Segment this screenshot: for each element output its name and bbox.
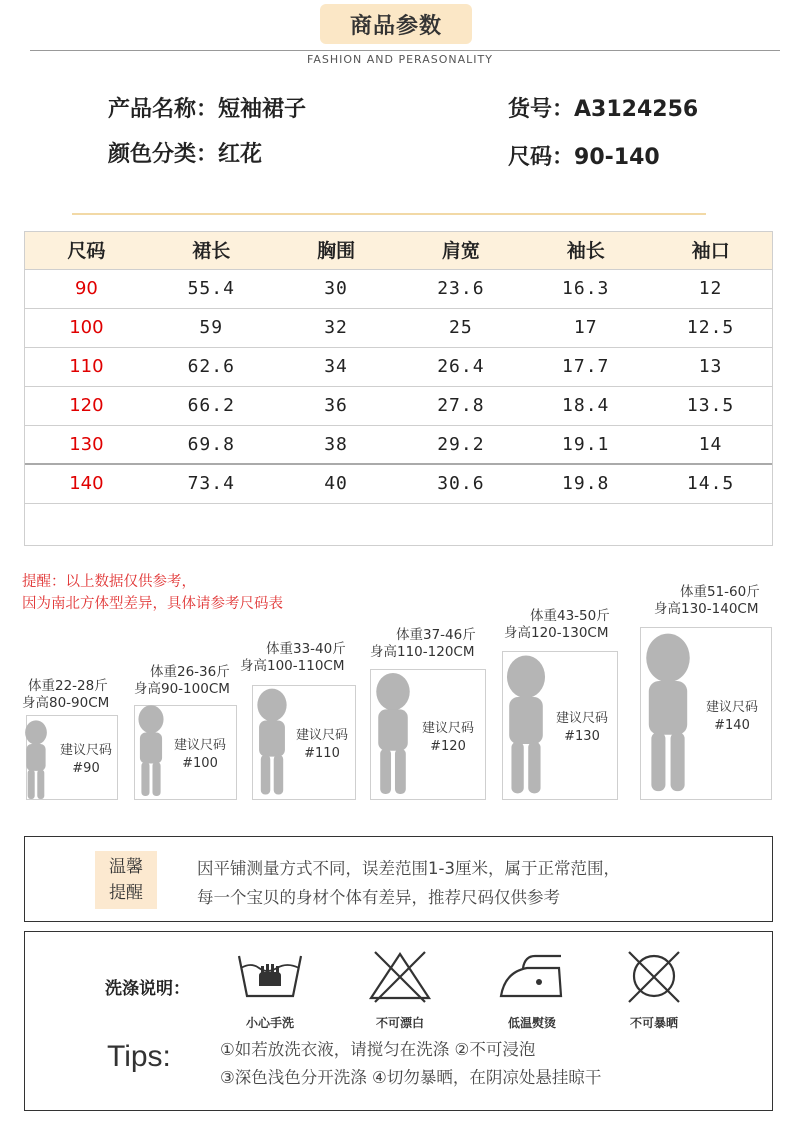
kid-height: 身高110-120CM [370,644,475,660]
warm-tip-text-2: 每一个宝贝的身材个体有差异，推荐尺码仅供参考 [197,888,560,907]
kid-suggest-size: #130 [564,729,600,744]
kid-height: 身高130-140CM [654,601,759,617]
table-cell: 32 [274,308,399,347]
gold-divider [72,213,706,215]
header-sleeve-length: 袖长 [566,240,605,263]
kid-suggest-label: 建议尺码 [421,721,474,736]
kid-suggest-size: #120 [430,739,466,754]
warm-tip-tag-line1: 温馨 [109,857,143,877]
product-size-value: 90-140 [574,145,660,170]
tips-line-2: ③深色浅色分开洗涤 ④切勿暴晒，在阴凉处悬挂晾干 [220,1068,602,1087]
kid-weight: 体重43-50斤 [530,608,610,624]
product-sku [508,92,698,123]
product-name-label: 产品名称： [108,97,219,122]
size-table-header [24,231,773,269]
table-cell: 27.8 [398,386,523,425]
size-cell: 130 [24,425,149,464]
table-cell: 30 [274,269,399,308]
low-iron-icon [487,946,577,1030]
product-size-range [508,140,660,171]
size-cell: 90 [24,269,149,308]
child-figure-icon [20,718,52,802]
title-divider [30,50,780,51]
table-cell: 26.4 [398,347,523,386]
product-sku-value: A3124256 [574,97,699,122]
kid-suggest-label: 建议尺码 [555,711,608,726]
kid-suggest-size: #140 [714,718,750,733]
child-figure-icon [636,628,700,798]
kid-weight: 体重33-40斤 [266,641,346,657]
size-cell: 140 [24,464,149,503]
product-color-value: 红花 [218,142,263,167]
reminder-line-2: 因为南北方体型差异，具体请参考尺码表 [22,596,283,612]
kid-height: 身高100-110CM [240,658,345,674]
reminder-line-1: 提醒：以上数据仅供参考， [22,574,196,590]
table-row-empty [24,503,773,542]
product-color-label: 颜色分类： [108,142,219,167]
table-cell: 59 [149,308,274,347]
product-color [108,137,262,168]
warm-tip-text-1: 因平铺测量方式不同，误差范围1-3厘米，属于正常范围， [197,859,620,878]
header-size: 尺码 [67,240,106,263]
kid-weight: 体重26-36斤 [150,664,230,680]
kid-suggest-size: #100 [182,756,218,771]
kid-suggest-label: 建议尺码 [705,700,758,715]
table-cell: 73.4 [149,464,274,503]
table-cell: 36 [274,386,399,425]
table-cell: 14 [648,425,773,464]
table-cell: 18.4 [523,386,648,425]
hand-wash-label: 小心手洗 [245,1016,294,1030]
warm-tip-tag-line2: 提醒 [109,883,143,903]
kid-weight: 体重22-28斤 [28,678,108,694]
kid-suggest-size: #90 [72,761,100,776]
table-cell: 25 [398,308,523,347]
product-sku-label: 货号： [508,97,575,122]
no-bleach-label: 不可漂白 [375,1016,424,1030]
child-figure-icon [368,670,418,798]
kid-suggest-label: 建议尺码 [295,728,348,743]
size-cell: 120 [24,386,149,425]
table-cell: 12.5 [648,308,773,347]
table-cell: 34 [274,347,399,386]
size-cell: 110 [24,347,149,386]
table-cell: 55.4 [149,269,274,308]
table-row [24,347,773,386]
product-name [108,92,306,123]
warm-tip-box [24,836,773,922]
header-shoulder: 肩宽 [441,240,480,263]
table-cell: 66.2 [149,386,274,425]
no-sun-dry-icon [609,946,699,1030]
table-cell: 19.1 [523,425,648,464]
no-sun-dry-label: 不可暴晒 [629,1016,678,1030]
kid-height: 身高90-100CM [134,681,230,697]
size-cell: 100 [24,308,149,347]
table-cell: 14.5 [648,464,773,503]
wash-title: 洗涤说明： [105,979,190,999]
header-skirt-length: 裙长 [192,240,231,263]
wash-instructions-box [24,931,773,1111]
table-cell: 13 [648,347,773,386]
table-row [24,425,773,464]
table-cell: 13.5 [648,386,773,425]
table-cell: 17.7 [523,347,648,386]
header-chest: 胸围 [317,240,356,263]
kid-suggest-label: 建议尺码 [173,738,226,753]
header-cuff: 袖口 [691,240,730,263]
hand-wash-icon [225,946,315,1030]
table-cell: 30.6 [398,464,523,503]
low-iron-label: 低温熨烫 [507,1016,556,1030]
page-subtitle: FASHION AND PERASONALITY [307,53,493,66]
kid-weight: 体重51-60斤 [680,584,760,600]
product-name-value: 短袖裙子 [218,97,307,122]
no-bleach-icon [355,946,445,1030]
kid-weight: 体重37-46斤 [396,627,476,643]
size-table [24,231,773,542]
table-row [24,464,773,503]
table-cell: 17 [523,308,648,347]
warm-tip-tag [95,851,157,909]
product-size-label: 尺码： [508,145,575,170]
table-cell: 69.8 [149,425,274,464]
kid-height: 身高80-90CM [22,695,110,711]
table-cell: 12 [648,269,773,308]
table-cell: 29.2 [398,425,523,464]
table-cell: 62.6 [149,347,274,386]
table-row [24,386,773,425]
table-cell: 38 [274,425,399,464]
table-cell: 40 [274,464,399,503]
kid-suggest-size: #110 [304,746,340,761]
table-cell: 19.8 [523,464,648,503]
kid-suggest-label: 建议尺码 [59,743,112,758]
table-row [24,269,773,308]
tips-label: Tips: [107,1040,171,1073]
table-row [24,308,773,347]
tips-line-1: ①如若放洗衣液，请搅匀在洗涤 ②不可浸泡 [220,1040,536,1059]
kid-height: 身高120-130CM [504,625,609,641]
page-title: 商品参数 [320,4,472,44]
table-cell: 16.3 [523,269,648,308]
table-cell: 23.6 [398,269,523,308]
